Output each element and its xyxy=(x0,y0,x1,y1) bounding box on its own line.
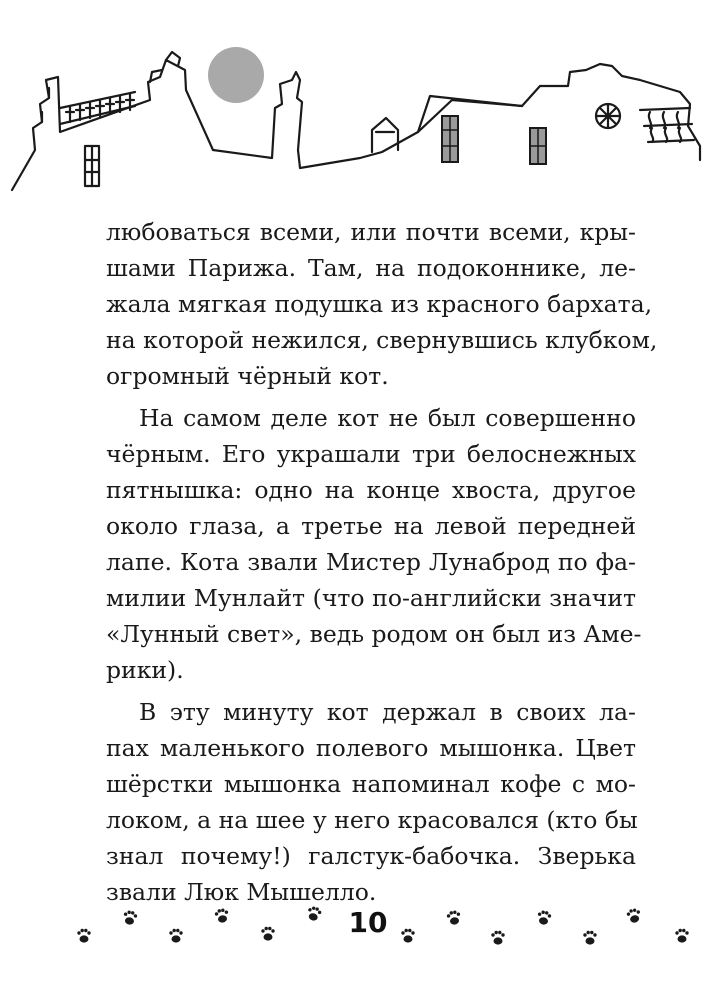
text-line: шёрстки мышонка напоминал кофе с мо- xyxy=(106,770,636,798)
paragraph-3 xyxy=(106,694,636,910)
text-line: звали Люк Мышелло. xyxy=(106,878,377,906)
paw-icon xyxy=(536,910,552,926)
paragraph-1 xyxy=(106,214,658,394)
paw-icon xyxy=(169,929,182,943)
paw-icon xyxy=(446,910,462,926)
text-line: лапе. Кота звали Мистер Лунаброд по фа- xyxy=(106,548,636,576)
paw-icon xyxy=(401,929,414,943)
page-number: 10 xyxy=(348,906,388,939)
paragraph-2 xyxy=(106,400,642,688)
text-line: В эту минуту кот держал в своих ла- xyxy=(139,698,636,726)
paw-icon xyxy=(122,910,138,926)
text-line: шами Парижа. Там, на подоконнике, ле- xyxy=(106,254,636,282)
text-line: пах маленького полевого мышонка. Цвет xyxy=(106,734,636,762)
text-line: «Лунный свет», ведь родом он был из Аме- xyxy=(106,620,642,648)
paw-icon xyxy=(77,929,90,943)
paw-icon xyxy=(675,929,688,943)
paw-icon xyxy=(214,908,230,924)
paw-icon xyxy=(261,927,274,941)
paw-icon xyxy=(626,908,642,924)
paw-icon xyxy=(491,931,504,945)
moon-circle xyxy=(208,47,264,103)
text-line: рики). xyxy=(106,656,184,684)
text-line: пятнышка: одно на конце хвоста, другое xyxy=(106,476,636,504)
paw-icon xyxy=(306,905,323,922)
text-line: любоваться всеми, или почти всеми, кры- xyxy=(106,218,636,246)
text-line: жала мягкая подушка из красного бархата, xyxy=(106,290,653,318)
text-line: знал почему!) галстук-бабочка. Зверька xyxy=(106,842,636,870)
text-line: На самом деле кот не был совершенно xyxy=(139,404,636,432)
paw-icon xyxy=(583,931,596,945)
text-line: на которой нежился, свернувшись клубком, xyxy=(106,326,658,354)
rooftops-illustration xyxy=(0,0,707,200)
text-line: локом, а на шее у него красовался (кто бы xyxy=(106,806,638,834)
text-line: огромный чёрный кот. xyxy=(106,362,389,390)
story-text xyxy=(106,214,658,910)
text-line: милии Мунлайт (что по-английски значит xyxy=(106,584,636,612)
text-line: около глаза, а третье на левой передней xyxy=(106,512,636,540)
text-line: чёрным. Его украшали три белоснежных xyxy=(106,440,636,468)
